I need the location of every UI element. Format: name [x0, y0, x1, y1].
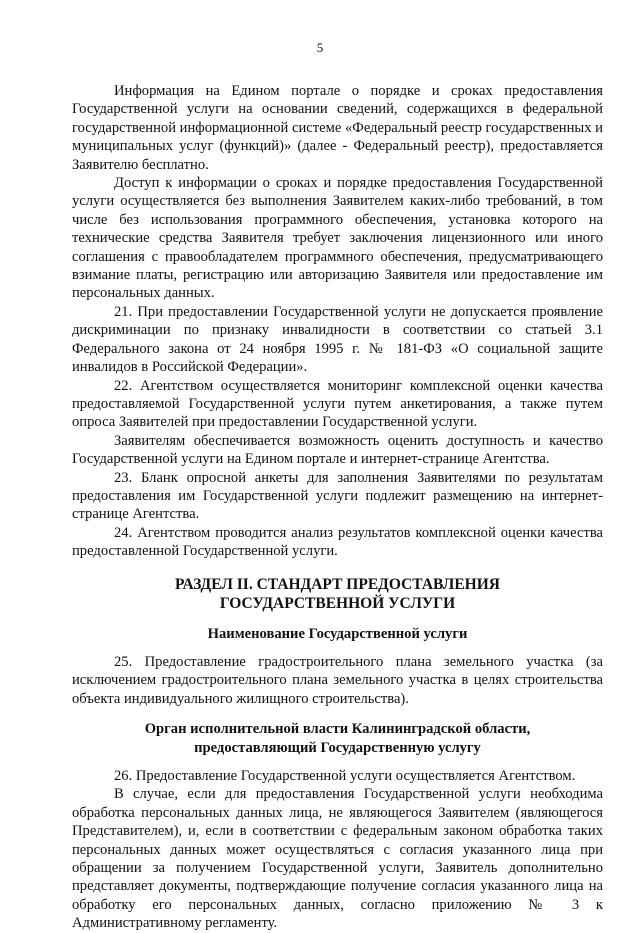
paragraph-21: 21. При предоставлении Государственной услуги не допускается проявление дискриминации по признаку инвалидности в соответствии со статьей 3.1 Федерального закона от 24 ноября 1995 г. № 181-ФЗ «О социальной защите инвалидов в Российской Федерации». — [72, 303, 603, 376]
paragraph-access-info: Доступ к информации о сроках и порядке предоставления Государственной услуги осуществляется без выполнения Заявителем каких-либо требований, в том числе без использования программного обеспечения, установка которого на технические средства Заявителя требует заключения лицензионного или иного соглашения с правообладателем программного обеспечения, предусматривающего взимание платы, регистрацию или авторизацию Заявителя или предоставление им персональных данных. — [72, 175, 603, 302]
paragraph-portal-info: Информация на Едином портале о порядке и сроках предоставления Государственной услуги на основании сведений, содержащихся в федеральной государственной информационной системе «Федеральный реестр государственных и муниципальных услуг (функций)» (далее - Федеральный реестр), предоставляется Заявителю бесплатно. — [72, 83, 603, 173]
section-title-line-1: РАЗДЕЛ II. СТАНДАРТ ПРЕДОСТАВЛЕНИЯ — [175, 575, 500, 593]
paragraph-25: 25. Предоставление градостроительного плана земельного участка (за исключением градостроительного плана земельного участка в целях строительства объекта индивидуального жилищного строительства). — [72, 653, 603, 707]
section-title-line-2: ГОСУДАРСТВЕННОЙ УСЛУГИ — [219, 594, 456, 612]
page-number: 5 — [316, 40, 324, 55]
subsection-title-service-name — [72, 625, 603, 643]
subsection-title-authority — [72, 720, 603, 757]
document-body — [72, 82, 603, 933]
paragraph-23: 23. Бланк опросной анкеты для заполнения Заявителями по результатам предоставления им Государственной услуги подлежит размещению на интернет-странице Агентства. — [72, 469, 603, 523]
subsection-title-authority-line-1: Орган исполнительной власти Калининградской области, — [144, 721, 531, 738]
section-title — [72, 575, 603, 613]
paragraph-22: 22. Агентством осуществляется мониторинг комплексной оценки качества предоставляемой Государственной услуги путем анкетирования, а также путем опроса Заявителей при предоставлении Государственной услуги. — [72, 377, 603, 431]
paragraph-applicant-evaluation: Заявителям обеспечивается возможность оценить доступность и качество Государственной услуги на Едином портале и интернет-странице Агентства. — [72, 432, 603, 468]
paragraph-personal-data: В случае, если для предоставления Государственной услуги необходима обработка персональных данных лица, не являющегося Заявителем (являющегося Представителем), и, если в соответствии с федеральным законом обработка таких персональных данных может осуществляться с согласия указанного лица при обращении за получением Государственной услуги, Заявитель дополнительно представляет документы, подтверждающие получение согласия указанного лица на обработку его персональных данных, согласно приложению № 3 к Административному регламенту. — [72, 786, 603, 932]
paragraph-26: 26. Предоставление Государственной услуги осуществляется Агентством. — [114, 768, 576, 784]
subsection-title-service-name-text: Наименование Государственной услуги — [207, 625, 468, 642]
paragraph-24: 24. Агентством проводится анализ результатов комплексной оценки качества предоставленной Государственной услуги. — [72, 524, 603, 560]
subsection-title-authority-line-2: предоставляющий Государственную услугу — [194, 739, 481, 756]
